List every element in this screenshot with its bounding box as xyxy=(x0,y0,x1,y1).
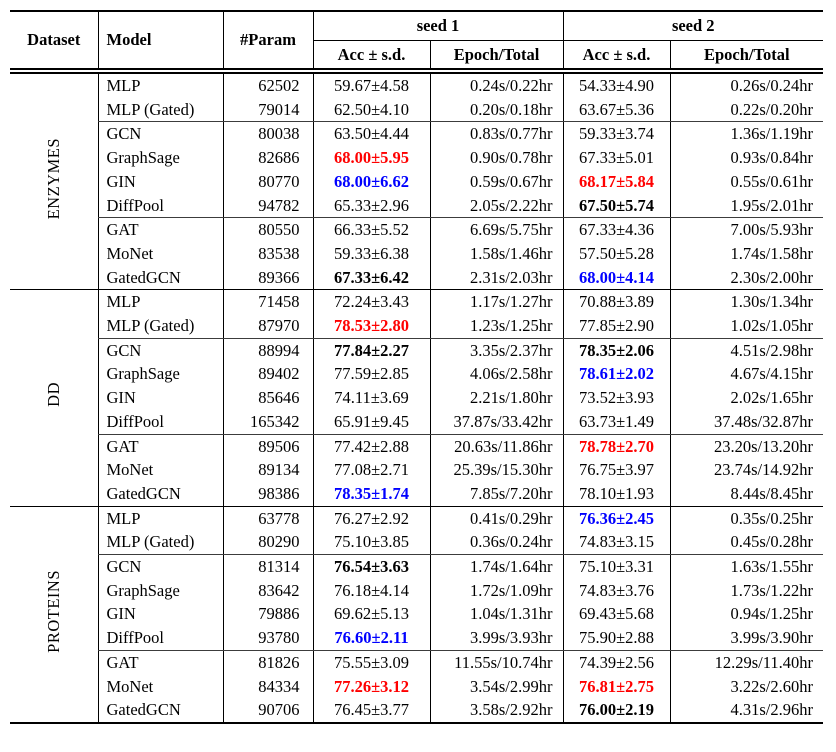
acc-seed1-cell: 75.55±3.09 xyxy=(313,650,430,674)
table-header xyxy=(10,11,823,71)
acc-seed2-cell: 67.33±4.36 xyxy=(563,218,670,242)
epoch-seed2-cell: 0.26s/0.24hr xyxy=(670,71,823,98)
acc-seed2-cell: 78.35±2.06 xyxy=(563,338,670,362)
table-row xyxy=(10,98,823,122)
epoch-seed2-cell: 0.94s/1.25hr xyxy=(670,602,823,626)
model-cell: DiffPool xyxy=(98,626,223,650)
model-cell: MLP xyxy=(98,506,223,530)
acc-seed2-cell: 63.67±5.36 xyxy=(563,98,670,122)
table-row xyxy=(10,434,823,458)
acc-seed1-cell: 68.00±6.62 xyxy=(313,170,430,194)
epoch-seed2-cell: 1.63s/1.55hr xyxy=(670,555,823,579)
model-cell: GAT xyxy=(98,650,223,674)
param-cell: 88994 xyxy=(223,338,313,362)
acc-seed2-cell: 73.52±3.93 xyxy=(563,386,670,410)
epoch-seed1-cell: 1.23s/1.25hr xyxy=(430,314,563,338)
param-cell: 63778 xyxy=(223,506,313,530)
acc-seed1-cell: 76.18±4.14 xyxy=(313,579,430,603)
acc-seed1-cell: 62.50±4.10 xyxy=(313,98,430,122)
model-cell: GAT xyxy=(98,218,223,242)
table-row xyxy=(10,362,823,386)
param-cell: 81826 xyxy=(223,650,313,674)
model-cell: MoNet xyxy=(98,242,223,266)
epoch-seed2-cell: 1.02s/1.05hr xyxy=(670,314,823,338)
epoch-seed2-cell: 7.00s/5.93hr xyxy=(670,218,823,242)
epoch-seed1-cell: 25.39s/15.30hr xyxy=(430,458,563,482)
col-header-model: Model xyxy=(98,11,223,71)
acc-seed1-cell: 76.60±2.11 xyxy=(313,626,430,650)
param-cell: 84334 xyxy=(223,675,313,699)
epoch-seed2-cell: 12.29s/11.40hr xyxy=(670,650,823,674)
section-proteins xyxy=(10,506,823,723)
epoch-seed1-cell: 7.85s/7.20hr xyxy=(430,482,563,506)
epoch-seed2-cell: 1.95s/2.01hr xyxy=(670,194,823,218)
model-cell: GatedGCN xyxy=(98,698,223,723)
col-header-epoch-seed1: Epoch/Total xyxy=(430,41,563,72)
acc-seed2-cell: 54.33±4.90 xyxy=(563,71,670,98)
table-row xyxy=(10,602,823,626)
param-cell: 93780 xyxy=(223,626,313,650)
param-cell: 80550 xyxy=(223,218,313,242)
model-cell: MLP xyxy=(98,290,223,314)
param-cell: 89402 xyxy=(223,362,313,386)
epoch-seed1-cell: 0.59s/0.67hr xyxy=(430,170,563,194)
model-cell: GAT xyxy=(98,434,223,458)
param-cell: 79014 xyxy=(223,98,313,122)
acc-seed1-cell: 59.33±6.38 xyxy=(313,242,430,266)
col-group-seed1: seed 1 xyxy=(313,11,563,41)
acc-seed1-cell: 76.45±3.77 xyxy=(313,698,430,723)
epoch-seed1-cell: 3.35s/2.37hr xyxy=(430,338,563,362)
table-row xyxy=(10,290,823,314)
table-row xyxy=(10,675,823,699)
table-row xyxy=(10,242,823,266)
acc-seed1-cell: 65.33±2.96 xyxy=(313,194,430,218)
epoch-seed2-cell: 3.22s/2.60hr xyxy=(670,675,823,699)
table-row xyxy=(10,506,823,530)
acc-seed2-cell: 77.85±2.90 xyxy=(563,314,670,338)
epoch-seed1-cell: 1.17s/1.27hr xyxy=(430,290,563,314)
acc-seed1-cell: 76.54±3.63 xyxy=(313,555,430,579)
model-cell: GCN xyxy=(98,555,223,579)
table-row xyxy=(10,626,823,650)
model-cell: MLP xyxy=(98,71,223,98)
epoch-seed1-cell: 20.63s/11.86hr xyxy=(430,434,563,458)
section-dd xyxy=(10,290,823,506)
section-enzymes xyxy=(10,71,823,290)
header-row-groups xyxy=(10,11,823,41)
acc-seed2-cell: 78.10±1.93 xyxy=(563,482,670,506)
epoch-seed2-cell: 1.36s/1.19hr xyxy=(670,122,823,146)
acc-seed1-cell: 66.33±5.52 xyxy=(313,218,430,242)
param-cell: 80038 xyxy=(223,122,313,146)
epoch-seed1-cell: 3.54s/2.99hr xyxy=(430,675,563,699)
epoch-seed2-cell: 23.74s/14.92hr xyxy=(670,458,823,482)
model-cell: GraphSage xyxy=(98,579,223,603)
param-cell: 98386 xyxy=(223,482,313,506)
model-cell: GIN xyxy=(98,170,223,194)
acc-seed2-cell: 57.50±5.28 xyxy=(563,242,670,266)
acc-seed2-cell: 76.81±2.75 xyxy=(563,675,670,699)
model-cell: MLP (Gated) xyxy=(98,314,223,338)
epoch-seed2-cell: 0.93s/0.84hr xyxy=(670,146,823,170)
epoch-seed1-cell: 3.99s/3.93hr xyxy=(430,626,563,650)
acc-seed1-cell: 74.11±3.69 xyxy=(313,386,430,410)
model-cell: DiffPool xyxy=(98,410,223,434)
epoch-seed1-cell: 0.36s/0.24hr xyxy=(430,530,563,554)
param-cell: 90706 xyxy=(223,698,313,723)
dataset-label-proteins xyxy=(10,506,98,723)
table-row xyxy=(10,170,823,194)
acc-seed2-cell: 70.88±3.89 xyxy=(563,290,670,314)
acc-seed2-cell: 59.33±3.74 xyxy=(563,122,670,146)
table-row xyxy=(10,555,823,579)
acc-seed2-cell: 75.90±2.88 xyxy=(563,626,670,650)
epoch-seed1-cell: 1.04s/1.31hr xyxy=(430,602,563,626)
param-cell: 81314 xyxy=(223,555,313,579)
epoch-seed2-cell: 0.55s/0.61hr xyxy=(670,170,823,194)
epoch-seed2-cell: 1.73s/1.22hr xyxy=(670,579,823,603)
epoch-seed2-cell: 3.99s/3.90hr xyxy=(670,626,823,650)
epoch-seed2-cell: 1.74s/1.58hr xyxy=(670,242,823,266)
dataset-label-text: DD xyxy=(43,382,63,408)
acc-seed2-cell: 76.00±2.19 xyxy=(563,698,670,723)
epoch-seed1-cell: 0.24s/0.22hr xyxy=(430,71,563,98)
epoch-seed2-cell: 2.02s/1.65hr xyxy=(670,386,823,410)
epoch-seed2-cell: 23.20s/13.20hr xyxy=(670,434,823,458)
acc-seed2-cell: 67.33±5.01 xyxy=(563,146,670,170)
epoch-seed2-cell: 4.51s/2.98hr xyxy=(670,338,823,362)
acc-seed2-cell: 74.83±3.76 xyxy=(563,579,670,603)
acc-seed1-cell: 77.59±2.85 xyxy=(313,362,430,386)
dataset-label-text: ENZYMES xyxy=(43,137,63,220)
table-row xyxy=(10,266,823,290)
table-row xyxy=(10,314,823,338)
acc-seed2-cell: 78.61±2.02 xyxy=(563,362,670,386)
acc-seed1-cell: 72.24±3.43 xyxy=(313,290,430,314)
epoch-seed2-cell: 4.67s/4.15hr xyxy=(670,362,823,386)
acc-seed2-cell: 76.75±3.97 xyxy=(563,458,670,482)
model-cell: GIN xyxy=(98,602,223,626)
model-cell: GCN xyxy=(98,122,223,146)
model-cell: GCN xyxy=(98,338,223,362)
dataset-label-text: PROTEINS xyxy=(43,569,63,653)
acc-seed2-cell: 76.36±2.45 xyxy=(563,506,670,530)
results-table xyxy=(10,10,823,724)
acc-seed1-cell: 77.26±3.12 xyxy=(313,675,430,699)
acc-seed1-cell: 77.08±2.71 xyxy=(313,458,430,482)
epoch-seed1-cell: 3.58s/2.92hr xyxy=(430,698,563,723)
acc-seed1-cell: 68.00±5.95 xyxy=(313,146,430,170)
table-row xyxy=(10,579,823,603)
col-header-epoch-seed2: Epoch/Total xyxy=(670,41,823,72)
table-row xyxy=(10,458,823,482)
model-cell: MoNet xyxy=(98,458,223,482)
param-cell: 89506 xyxy=(223,434,313,458)
epoch-seed1-cell: 2.21s/1.80hr xyxy=(430,386,563,410)
param-cell: 71458 xyxy=(223,290,313,314)
table-row xyxy=(10,386,823,410)
table-row xyxy=(10,71,823,98)
col-header-acc-seed2: Acc ± s.d. xyxy=(563,41,670,72)
acc-seed2-cell: 78.78±2.70 xyxy=(563,434,670,458)
model-cell: GraphSage xyxy=(98,362,223,386)
acc-seed1-cell: 77.84±2.27 xyxy=(313,338,430,362)
param-cell: 87970 xyxy=(223,314,313,338)
table-row xyxy=(10,650,823,674)
dataset-label-dd xyxy=(10,290,98,506)
acc-seed1-cell: 59.67±4.58 xyxy=(313,71,430,98)
acc-seed2-cell: 63.73±1.49 xyxy=(563,410,670,434)
epoch-seed1-cell: 0.20s/0.18hr xyxy=(430,98,563,122)
param-cell: 165342 xyxy=(223,410,313,434)
dataset-label-enzymes xyxy=(10,71,98,290)
epoch-seed2-cell: 0.45s/0.28hr xyxy=(670,530,823,554)
epoch-seed2-cell: 1.30s/1.34hr xyxy=(670,290,823,314)
model-cell: GraphSage xyxy=(98,146,223,170)
epoch-seed1-cell: 0.90s/0.78hr xyxy=(430,146,563,170)
table-row xyxy=(10,218,823,242)
col-header-dataset: Dataset xyxy=(10,11,98,71)
model-cell: GatedGCN xyxy=(98,482,223,506)
acc-seed2-cell: 68.17±5.84 xyxy=(563,170,670,194)
table-row xyxy=(10,338,823,362)
epoch-seed1-cell: 6.69s/5.75hr xyxy=(430,218,563,242)
epoch-seed1-cell: 2.05s/2.22hr xyxy=(430,194,563,218)
col-header-param: #Param xyxy=(223,11,313,71)
param-cell: 62502 xyxy=(223,71,313,98)
param-cell: 80290 xyxy=(223,530,313,554)
col-header-acc-seed1: Acc ± s.d. xyxy=(313,41,430,72)
acc-seed2-cell: 67.50±5.74 xyxy=(563,194,670,218)
acc-seed1-cell: 65.91±9.45 xyxy=(313,410,430,434)
param-cell: 89366 xyxy=(223,266,313,290)
param-cell: 83538 xyxy=(223,242,313,266)
acc-seed1-cell: 77.42±2.88 xyxy=(313,434,430,458)
acc-seed2-cell: 74.83±3.15 xyxy=(563,530,670,554)
model-cell: MLP (Gated) xyxy=(98,98,223,122)
param-cell: 79886 xyxy=(223,602,313,626)
table-row xyxy=(10,194,823,218)
acc-seed1-cell: 78.53±2.80 xyxy=(313,314,430,338)
acc-seed2-cell: 68.00±4.14 xyxy=(563,266,670,290)
epoch-seed1-cell: 37.87s/33.42hr xyxy=(430,410,563,434)
epoch-seed1-cell: 1.58s/1.46hr xyxy=(430,242,563,266)
acc-seed1-cell: 67.33±6.42 xyxy=(313,266,430,290)
param-cell: 82686 xyxy=(223,146,313,170)
model-cell: GIN xyxy=(98,386,223,410)
table-row xyxy=(10,530,823,554)
table-row xyxy=(10,122,823,146)
epoch-seed2-cell: 8.44s/8.45hr xyxy=(670,482,823,506)
model-cell: DiffPool xyxy=(98,194,223,218)
acc-seed1-cell: 76.27±2.92 xyxy=(313,506,430,530)
model-cell: MoNet xyxy=(98,675,223,699)
epoch-seed2-cell: 2.30s/2.00hr xyxy=(670,266,823,290)
table-row xyxy=(10,698,823,723)
epoch-seed2-cell: 4.31s/2.96hr xyxy=(670,698,823,723)
param-cell: 83642 xyxy=(223,579,313,603)
epoch-seed1-cell: 1.74s/1.64hr xyxy=(430,555,563,579)
table-row xyxy=(10,410,823,434)
epoch-seed2-cell: 0.35s/0.25hr xyxy=(670,506,823,530)
epoch-seed1-cell: 1.72s/1.09hr xyxy=(430,579,563,603)
model-cell: GatedGCN xyxy=(98,266,223,290)
param-cell: 85646 xyxy=(223,386,313,410)
acc-seed2-cell: 74.39±2.56 xyxy=(563,650,670,674)
acc-seed1-cell: 69.62±5.13 xyxy=(313,602,430,626)
epoch-seed1-cell: 0.41s/0.29hr xyxy=(430,506,563,530)
col-group-seed2: seed 2 xyxy=(563,11,823,41)
acc-seed2-cell: 75.10±3.31 xyxy=(563,555,670,579)
acc-seed1-cell: 63.50±4.44 xyxy=(313,122,430,146)
epoch-seed1-cell: 0.83s/0.77hr xyxy=(430,122,563,146)
model-cell: MLP (Gated) xyxy=(98,530,223,554)
epoch-seed1-cell: 11.55s/10.74hr xyxy=(430,650,563,674)
param-cell: 89134 xyxy=(223,458,313,482)
param-cell: 94782 xyxy=(223,194,313,218)
table-row xyxy=(10,482,823,506)
param-cell: 80770 xyxy=(223,170,313,194)
acc-seed1-cell: 75.10±3.85 xyxy=(313,530,430,554)
epoch-seed2-cell: 37.48s/32.87hr xyxy=(670,410,823,434)
acc-seed2-cell: 69.43±5.68 xyxy=(563,602,670,626)
epoch-seed1-cell: 4.06s/2.58hr xyxy=(430,362,563,386)
acc-seed1-cell: 78.35±1.74 xyxy=(313,482,430,506)
epoch-seed1-cell: 2.31s/2.03hr xyxy=(430,266,563,290)
table-row xyxy=(10,146,823,170)
epoch-seed2-cell: 0.22s/0.20hr xyxy=(670,98,823,122)
